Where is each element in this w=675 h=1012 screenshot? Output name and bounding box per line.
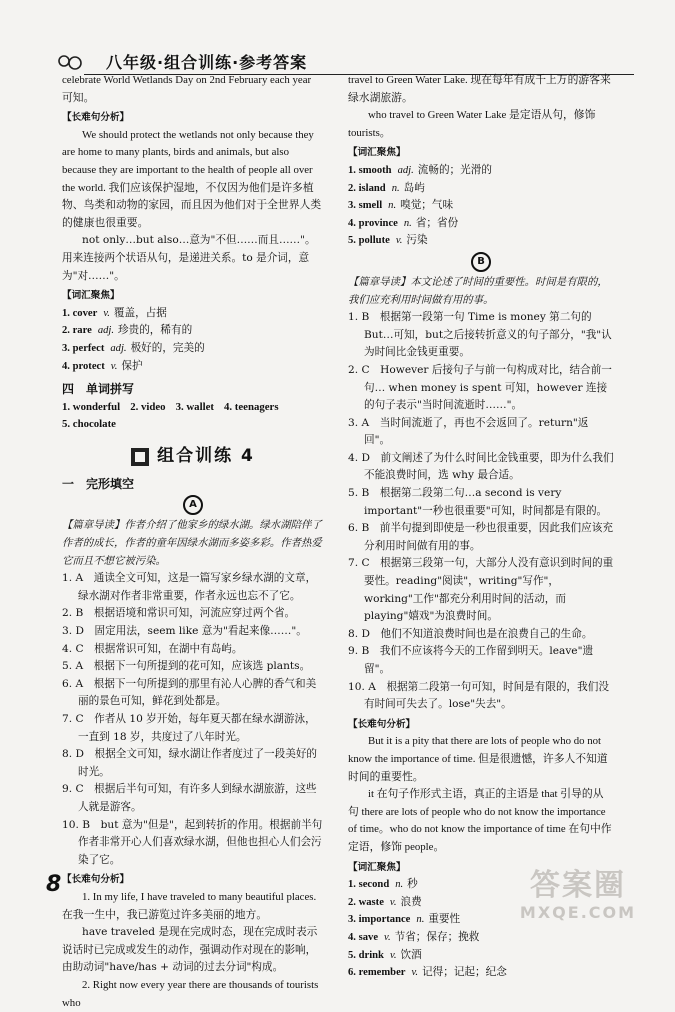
paragraph: travel to Green Water Lake. 现在每年有成千上万的游客来绿水湖旅游。	[348, 74, 611, 104]
answer-item: 7. C 作者从 10 岁开始，每年夏天都在绿水湖游泳，一直到 18 岁，共度过了八年时光。	[62, 713, 316, 743]
paragraph: celebrate World Wetlands Day on 2nd February each year 可知。	[62, 74, 312, 104]
vocab-item: 5. drink v. 饮酒	[348, 949, 422, 961]
paragraph: not only…but also…意为"不但……而且……"。用来连接两个状语从句，是递进关系。to 是介词，意为"对……"。	[62, 234, 316, 282]
answer-item: 2. C However 后接句子与前一句构成对比，结合前一句… when money is spent 可知，however 连接的句子表示"当时间流逝时……"。	[348, 363, 612, 412]
paragraph: 2. Right now every year there are thousands of tourists who	[62, 978, 319, 1009]
section-tag: 【长难句分析】	[62, 112, 130, 124]
unit-icon	[131, 448, 149, 466]
section-heading: 四 单词拼写	[62, 382, 135, 397]
spelling-answers: 5. chocolate	[62, 418, 116, 431]
vocab-item: 3. perfect adj. 极好的，完美的	[62, 342, 205, 354]
part-b-emblem-icon: B	[348, 252, 614, 272]
page-number: 8	[46, 872, 62, 897]
vocab-item: 3. smell n. 嗅觉；气味	[348, 200, 454, 212]
header-logo-icon	[58, 52, 84, 70]
answer-item: 7. C 根据第三段第一句，大部分人没有意识到时间的重要性。reading"阅读"，writing"写作"，working"工作"都充分利用时间的活动，而 playing"嬉戏"为浪费时间。	[348, 557, 614, 623]
section-tag: 【词汇聚焦】	[348, 147, 406, 159]
answer-item: 9. C 根据后半句可知，有许多人到绿水湖旅游，这些人就是游客。	[62, 783, 317, 813]
section-tag: 【词汇聚焦】	[348, 861, 406, 873]
vocab-item: 6. remember v. 记得；记起；纪念	[348, 967, 507, 979]
vocab-item: 2. island n. 岛屿	[348, 182, 425, 194]
reading-guide: 【篇章导读】作者介绍了他家乡的绿水湖。绿水湖陪伴了作者的成长，作者的童年因绿水湖而多姿多彩。作者热爱它而且不想它被污染。	[62, 519, 322, 567]
vocab-item: 3. importance n. 重要性	[348, 914, 461, 926]
answer-item: 1. A 通读全文可知，这是一篇写家乡绿水湖的文章，绿水湖对作者非常重要，作者永远也忘不了它。	[62, 572, 317, 602]
left-column	[62, 72, 324, 1012]
answer-item: 8. D 他们不知道浪费时间也是在浪费自己的生命。	[348, 627, 593, 640]
answer-list	[348, 309, 614, 714]
answer-item: 10. A 根据第二段第一句可知，时间是有限的，我们没有时间可失去了。lose"失去"。	[348, 680, 609, 711]
vocab-item: 2. waste v. 浪费	[348, 896, 422, 908]
answer-item: 10. B but 意为"但是"，起到转折的作用。根据前半句作者非常开心人们喜欢绿水湖，但他也担心人们会污染了它。	[62, 818, 323, 866]
watermark-logo: 答案圈 MXQE.COM	[519, 868, 637, 922]
vocab-item: 1. cover v. 覆盖，占据	[62, 307, 167, 319]
answer-item: 6. B 前半句提到即使是一秒也很重要，因此我们应该充分利用时间做有用的事。	[348, 522, 613, 552]
answer-item: 9. B 我们不应该将今天的工作留到明天。leave"遗留"。	[348, 645, 594, 675]
spelling-answers: 1. wonderful 2. video 3. wallet 4. teenagers	[62, 400, 279, 413]
section-tag: 【长难句分析】	[62, 874, 130, 886]
part-a-emblem-icon: A	[62, 495, 324, 515]
paragraph: 1. In my life, I have traveled to many beautiful places. 在我一生中，我已游览过许多美丽的地方。	[62, 890, 317, 921]
header-title: 八年级·组合训练·参考答案	[106, 53, 308, 72]
vocab-item: 1. smooth adj. 流畅的；光滑的	[348, 164, 492, 176]
answer-item: 5. A 根据下一句所提到的花可知，应该选 plants。	[62, 660, 311, 673]
answer-item: 5. B 根据第二段第二句…a second is very important"一秒也很重要"可知，时间都是有限的。	[348, 487, 608, 517]
paragraph: who travel to Green Water Lake 是定语从句，修饰 tourists。	[348, 109, 596, 139]
answer-item: 3. D 固定用法，seem like 意为"看起来像……"。	[62, 625, 307, 638]
section-tag: 【词汇聚焦】	[62, 290, 120, 302]
answer-list	[62, 570, 324, 869]
vocab-item: 1. second n. 秒	[348, 879, 418, 891]
answer-item: 4. C 根据常识可知，在湖中有岛屿。	[62, 642, 243, 655]
answer-item: 8. D 根据全文可知，绿水湖让作者度过了一段美好的时光。	[62, 748, 318, 778]
right-column	[348, 72, 614, 982]
answer-item: 1. B 根据第一段第一句 Time is money 第二句的 But…可知，but之后接转折意义的句子部分，"我"认为时间比金钱更重要。	[348, 311, 612, 359]
vocab-item: 4. protect v. 保护	[62, 360, 143, 372]
paragraph: But it is a pity that there are lots of people who do not know the importance of time. 但是很遗憾，许多人不知道时间的重要性。	[348, 735, 608, 783]
unit-title: 组合训练 4	[62, 448, 324, 466]
paragraph: it 在句子作形式主语，真正的主语是 that 引导的从句 there are lots of people who do not know the importance of time。who do not know the importance of time 在句中作定语，修饰 people。	[348, 788, 612, 853]
reading-guide: 【篇章导读】本文论述了时间的重要性。时间是有限的，我们应充利用时间做有用的事。	[348, 275, 608, 306]
vocab-item: 4. province n. 省；省份	[348, 217, 459, 229]
section-heading: 一 完形填空	[62, 476, 135, 491]
vocab-item: 2. rare adj. 珍贵的，稀有的	[62, 325, 193, 337]
vocab-list	[348, 162, 614, 250]
answer-item: 2. B 根据语境和常识可知，河流应穿过两个省。	[62, 607, 296, 620]
section-tag: 【长难句分析】	[348, 718, 416, 730]
answer-item: 3. A 当时间流逝了，再也不会返回了。return"返回"。	[348, 416, 589, 447]
vocab-item: 5. pollute v. 污染	[348, 235, 428, 247]
paragraph: We should protect the wetlands not only because they are home to many plants, birds and animals, but also because they are important to the health of people all over the world. 我们应该保护湿地，不仅因为他们是许多植物、鸟类和动物的家园，而且因为他们对于全世界人类的健康也很重要。	[62, 128, 322, 229]
answer-item: 4. D 前文阐述了为什么时间比金钱重要，即为什么我们不能浪费时间，选 why 最合适。	[348, 451, 614, 482]
paragraph: have traveled 是现在完成时态，现在完成时表示说话时已完成或发生的动作，强调动作对现在的影响，由助动词"have/has + 动词的过去分词"构成。	[62, 926, 318, 974]
answer-item: 6. A 根据下一句所提到的那里有沁人心脾的香气和美丽的景色可知，鲜花到处都是。	[62, 677, 317, 708]
vocab-list	[62, 305, 324, 375]
vocab-item: 4. save v. 节省；保存；挽救	[348, 931, 480, 943]
